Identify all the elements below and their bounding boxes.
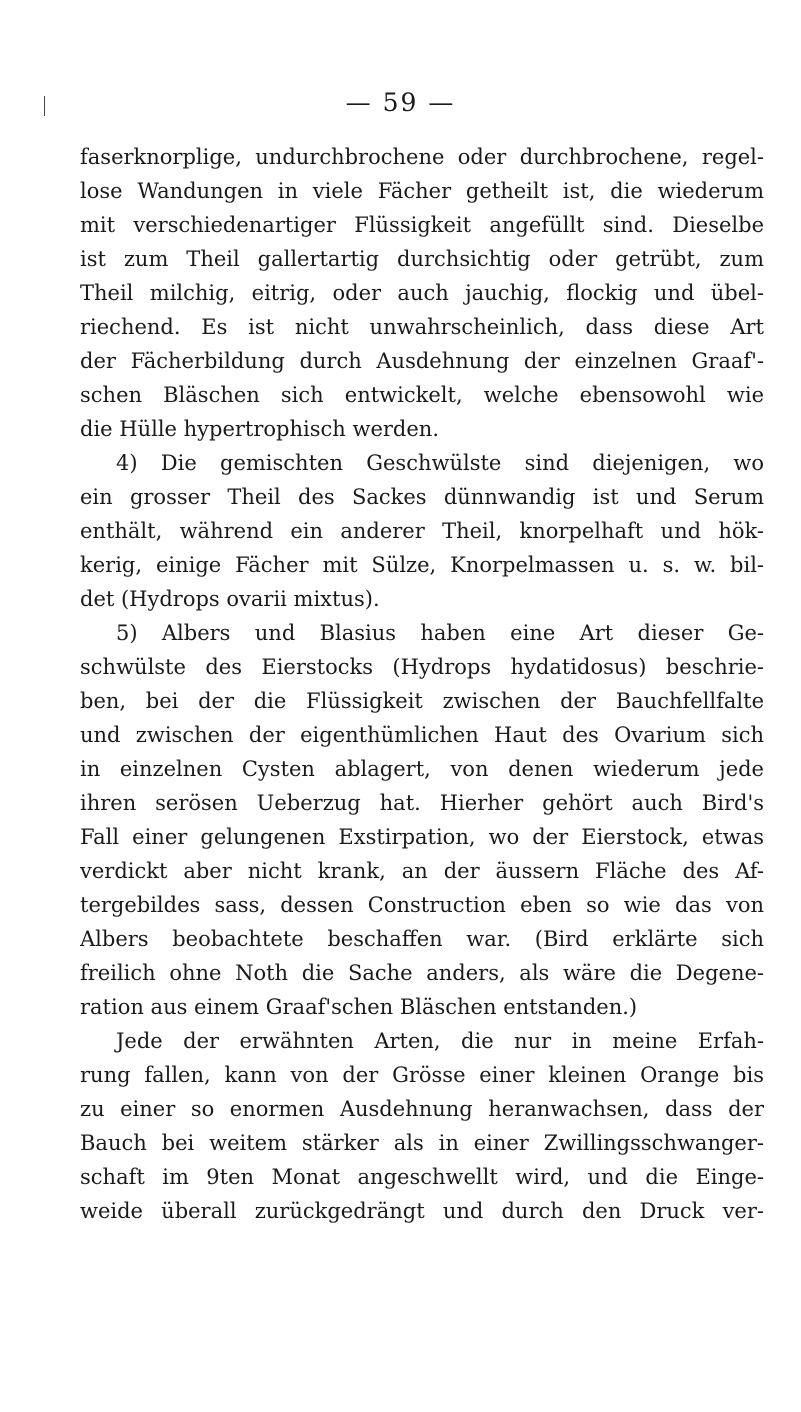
text-line: ihren serösen Ueberzug hat. Hierher gehört auch Bird's bbox=[80, 791, 764, 815]
text-line: in einzelnen Cysten ablagert, von denen wiederum jede bbox=[80, 757, 764, 781]
text-line: rung fallen, kann von der Grösse einer kleinen Orange bis bbox=[80, 1063, 764, 1087]
text-line: die Hülle hypertrophisch werden. bbox=[80, 417, 439, 441]
text-line: lose Wandungen in viele Fächer getheilt ist, die wiederum bbox=[80, 179, 764, 203]
text-line: ein grosser Theil des Sackes dünnwandig ist und Serum bbox=[80, 485, 764, 509]
text-line: faserknorplige, undurchbrochene oder durchbrochene, regel- bbox=[80, 145, 764, 169]
text-line: 5) Albers und Blasius haben eine Art dieser Ge- bbox=[116, 621, 764, 645]
text-line: schwülste des Eierstocks (Hydrops hydatidosus) beschrie- bbox=[80, 655, 764, 679]
text-line: schaft im 9ten Monat angeschwellt wird, und die Einge- bbox=[80, 1165, 764, 1189]
text-line: ben, bei der die Flüssigkeit zwischen der Bauchfellfalte bbox=[80, 689, 764, 713]
text-line: ist zum Theil gallertartig durchsichtig oder getrübt, zum bbox=[80, 247, 764, 271]
text-line: Albers beobachtete beschaffen war. (Bird erklärte sich bbox=[80, 927, 764, 951]
text-line: tergebildes sass, dessen Construction eben so wie das von bbox=[80, 893, 764, 917]
text-line: enthält, während ein anderer Theil, knorpelhaft und hök- bbox=[80, 519, 764, 543]
text-line: det (Hydrops ovarii mixtus). bbox=[80, 587, 380, 611]
text-line: weide überall zurückgedrängt und durch den Druck ver- bbox=[80, 1199, 764, 1223]
text-line: schen Bläschen sich entwickelt, welche ebensowohl wie bbox=[80, 383, 764, 407]
text-line: freilich ohne Noth die Sache anders, als wäre die Degene- bbox=[80, 961, 764, 985]
text-line: 4) Die gemischten Geschwülste sind diejenigen, wo bbox=[116, 451, 764, 475]
text-line: mit verschiedenartiger Flüssigkeit angefüllt sind. Dieselbe bbox=[80, 213, 764, 237]
text-line: zu einer so enormen Ausdehnung heranwachsen, dass der bbox=[80, 1097, 764, 1121]
page-number: — 59 — bbox=[345, 88, 456, 117]
text-line: riechend. Es ist nicht unwahrscheinlich, dass diese Art bbox=[80, 315, 764, 339]
text-line: Jede der erwähnten Arten, die nur in meine Erfah- bbox=[116, 1029, 764, 1053]
text-line: kerig, einige Fächer mit Sülze, Knorpelmassen u. s. w. bil- bbox=[80, 553, 764, 577]
text-line: Fall einer gelungenen Exstirpation, wo der Eierstock, etwas bbox=[80, 825, 764, 849]
text-line: und zwischen der eigenthümlichen Haut des Ovarium sich bbox=[80, 723, 764, 747]
text-line: Bauch bei weitem stärker als in einer Zwillingsschwanger- bbox=[80, 1131, 764, 1155]
text-line: verdickt aber nicht krank, an der äussern Fläche des Af- bbox=[80, 859, 764, 883]
body-text bbox=[80, 140, 764, 1228]
text-line: der Fächerbildung durch Ausdehnung der einzelnen Graaf'- bbox=[80, 349, 764, 373]
text-line: ration aus einem Graaf'schen Bläschen entstanden.) bbox=[80, 995, 638, 1019]
text-line: Theil milchig, eitrig, oder auch jauchig, flockig und übel- bbox=[80, 281, 764, 305]
